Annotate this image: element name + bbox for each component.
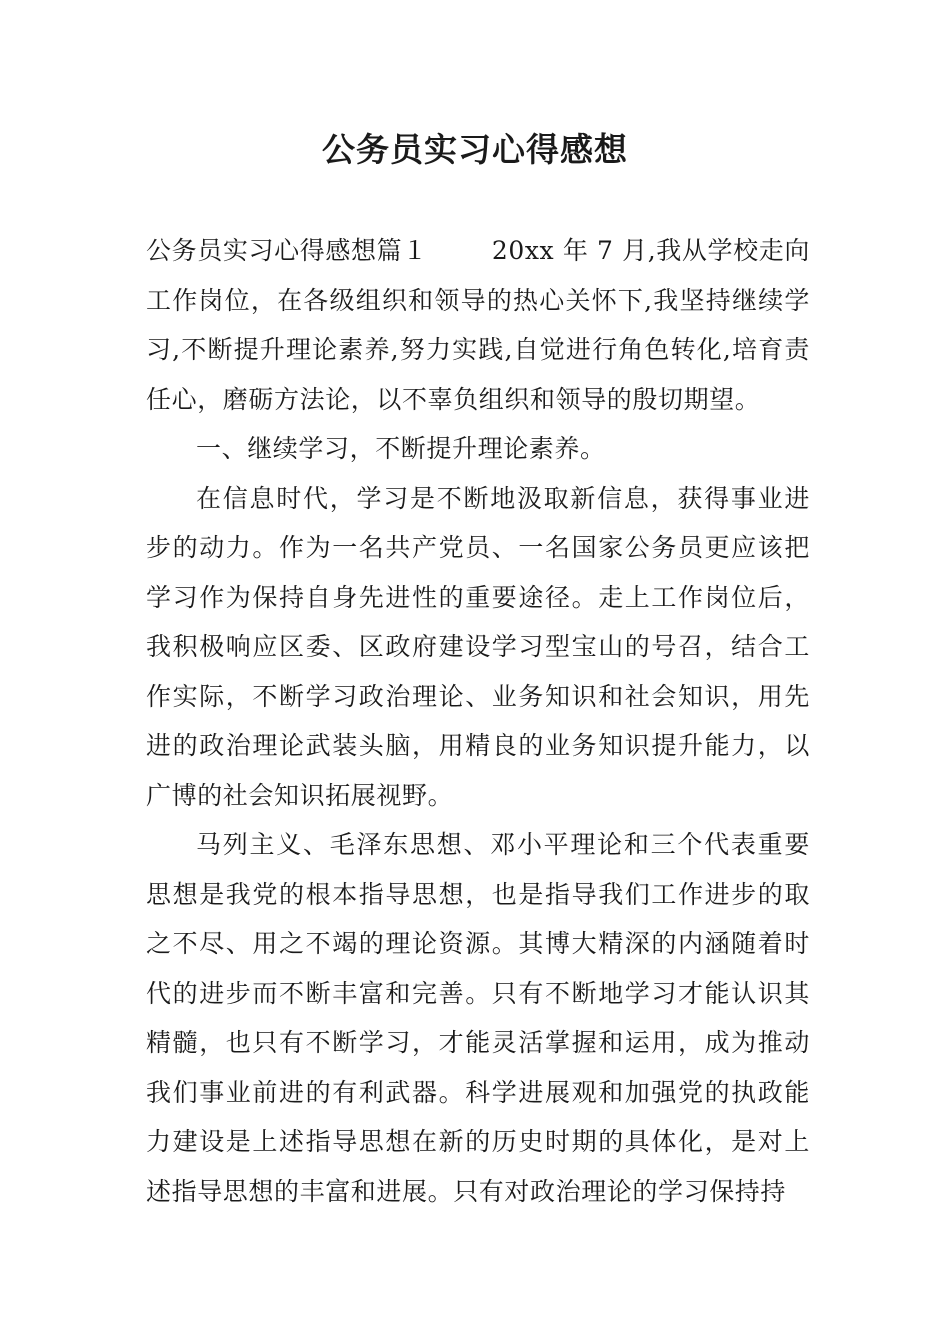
paragraph-3: 在信息时代，学习是不断地汲取新信息，获得事业进步的动力。作为一名共产党员、一名国家公务员更应该把学习作为保持自身先进性的重要途径。走上工作岗位后，我积极响应区委、区政府建设学习型宝山的号召，结合工作实际，不断学习政治理论、业务知识和社会知识，用先进的政治理论武装头脑，用精良的业务知识提升能力，以广博的社会知识拓展视野。 — [146, 483, 810, 810]
paragraph-text: 20xx 年 7 月,我从学校走向工作岗位，在各级组织和领导的热心关怀下,我坚持继续学习,不断提升理论素养,努力实践,自觉进行角色转化,培育责任心，磨砺方法论，以不辜负组织和领导的殷切期望。 — [146, 236, 810, 414]
paragraph-2: 一、继续学习，不断提升理论素养。 — [196, 434, 606, 463]
document-body — [146, 226, 810, 1216]
paragraph-1 — [146, 226, 810, 424]
section-heading: 公务员实习心得感想篇１ — [146, 236, 428, 265]
document-title: 公务员实习心得感想 — [322, 130, 628, 169]
paragraph-4: 马列主义、毛泽东思想、邓小平理论和三个代表重要思想是我党的根本指导思想，也是指导我们工作进步的取之不尽、用之不竭的理论资源。其博大精深的内涵随着时代的进步而不断丰富和完善。只有不断地学习才能认识其精髓，也只有不断学习，才能灵活掌握和运用，成为推动我们事业前进的有利武器。科学进展观和加强党的执政能力建设是上述指导思想在新的历史时期的具体化，是对上述指导思想的丰富和进展。只有对政治理论的学习保持持 — [146, 830, 810, 1206]
